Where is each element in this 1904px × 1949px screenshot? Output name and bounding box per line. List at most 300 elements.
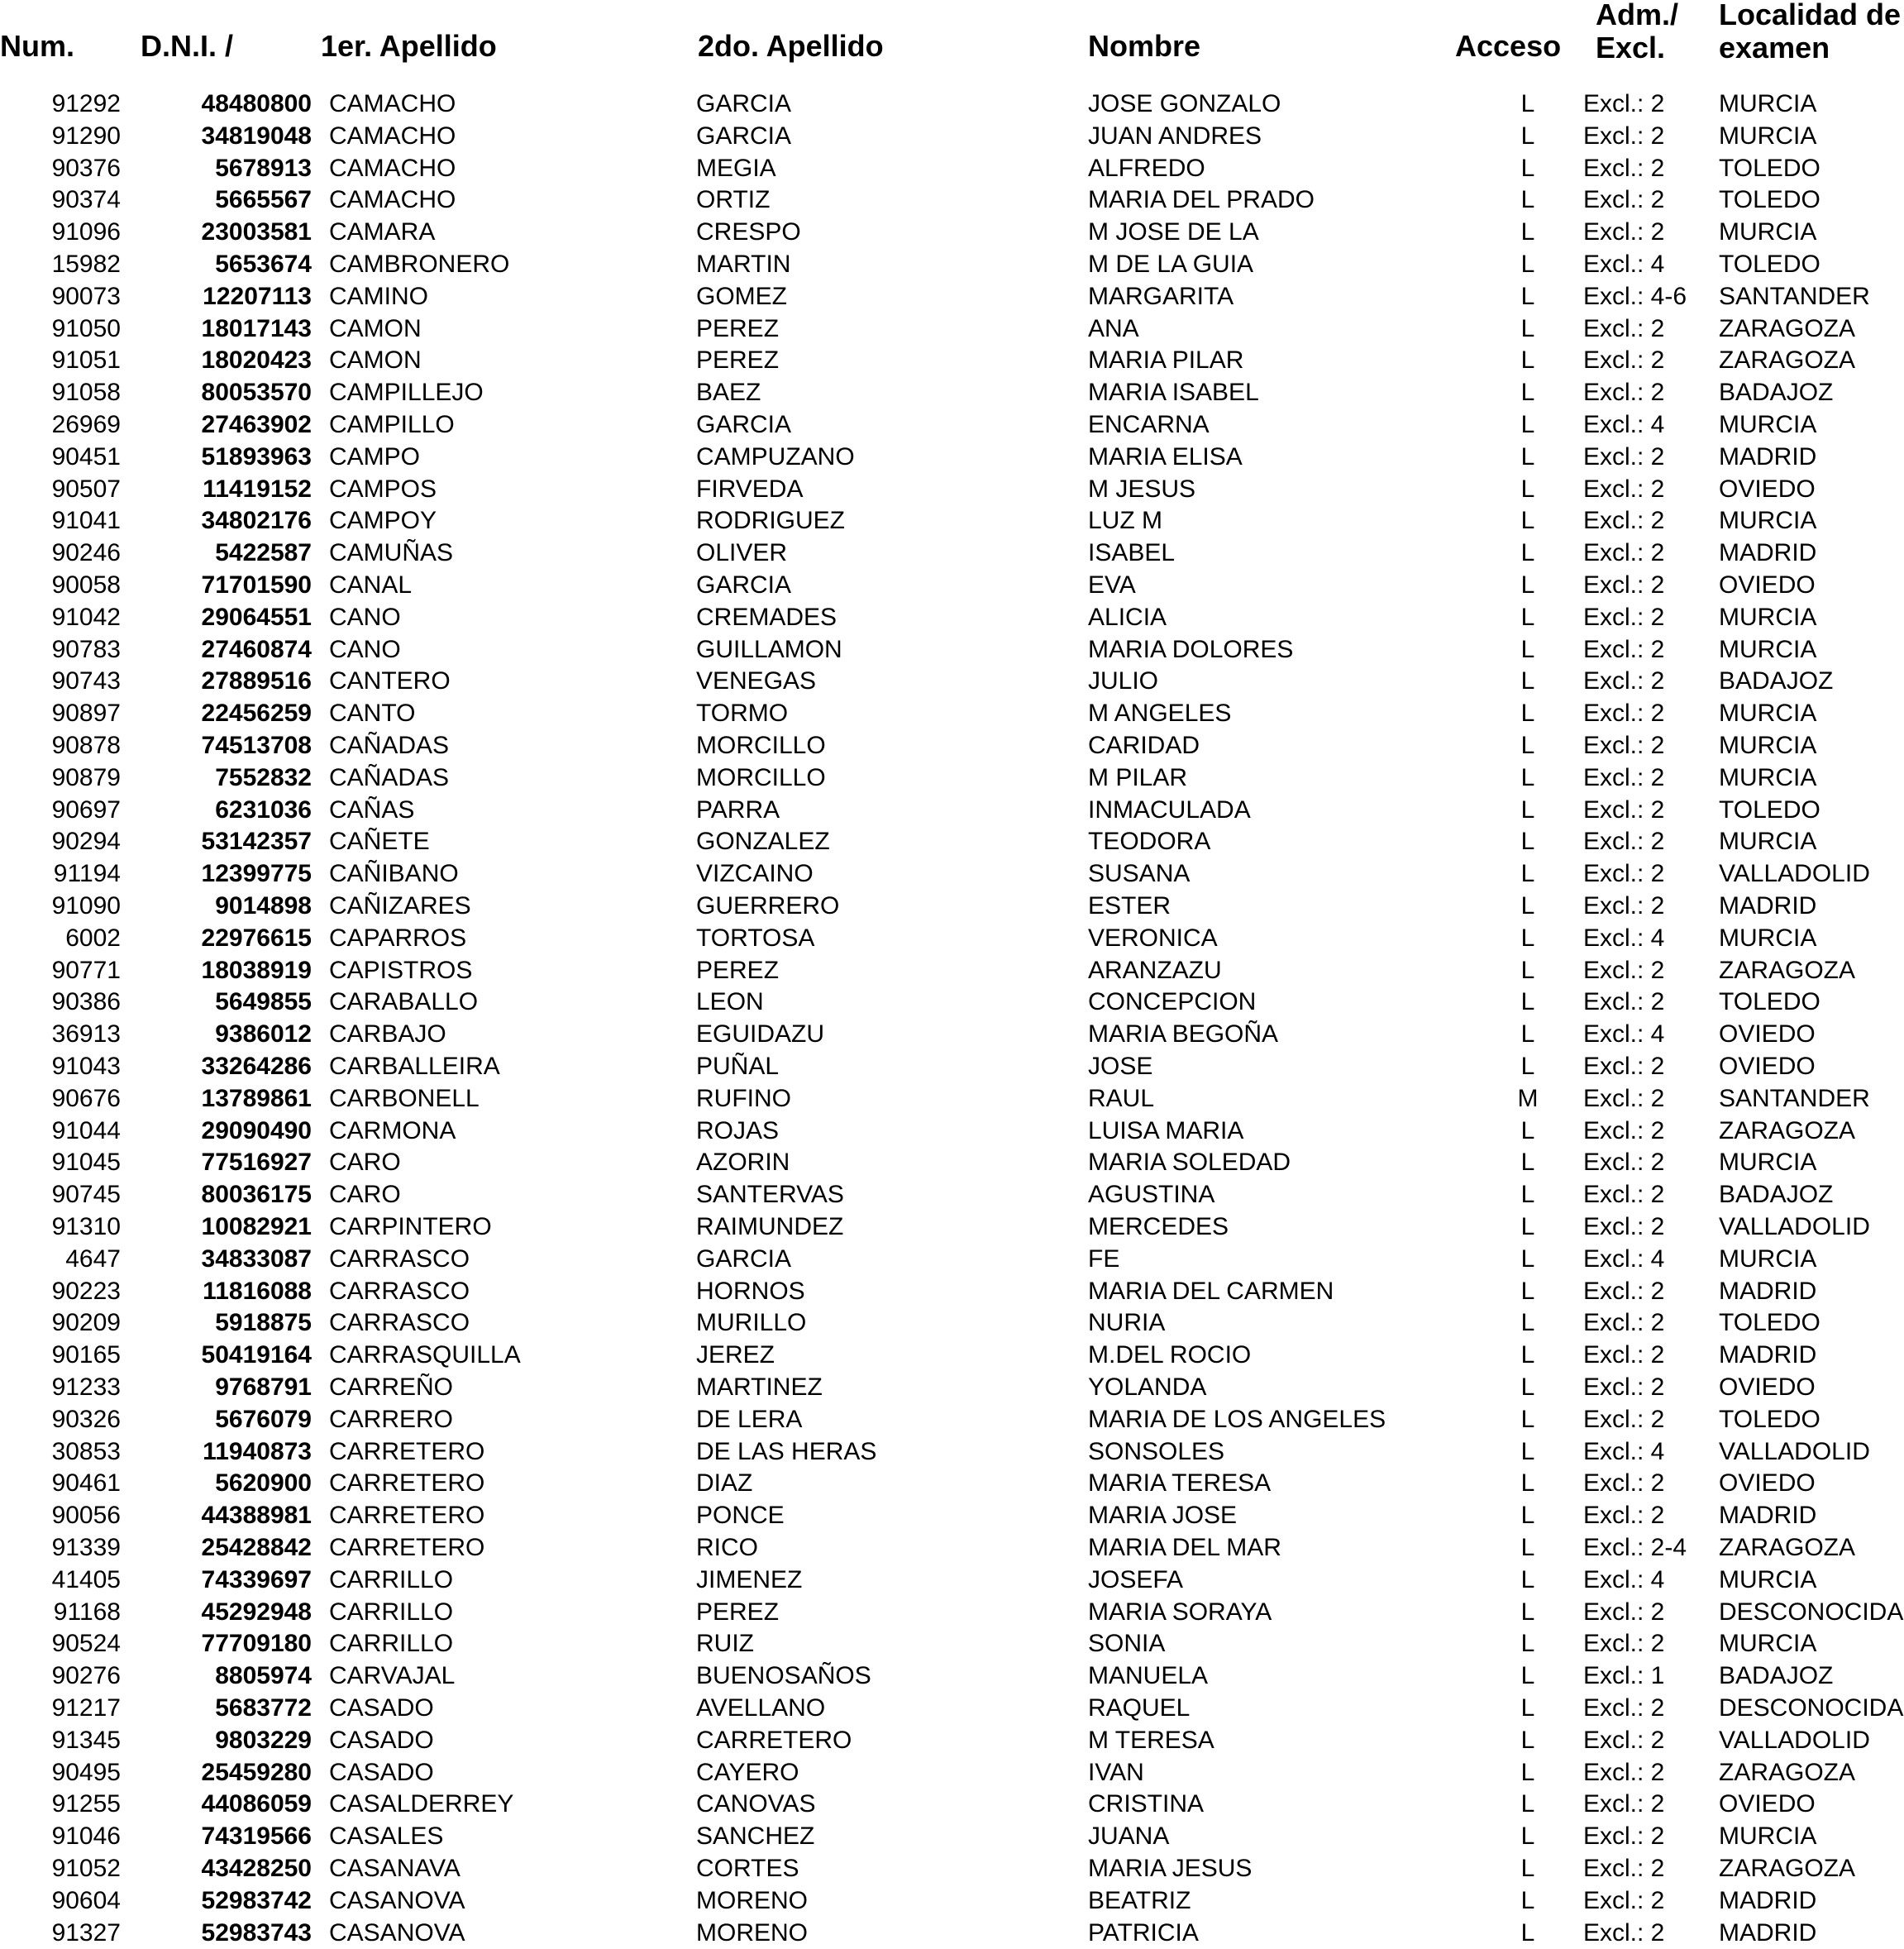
- cell-apellido1: CANTERO: [329, 667, 451, 695]
- table-row: [0, 730, 1904, 762]
- cell-num: 90743: [51, 667, 121, 695]
- cell-apellido2: CANOVAS: [696, 1790, 816, 1818]
- cell-acceso: L: [1520, 924, 1535, 952]
- cell-dni: 12399775: [201, 860, 312, 888]
- cell-localidad: ZARAGOZA: [1719, 1758, 1856, 1786]
- cell-apellido2: GOMEZ: [696, 282, 787, 310]
- cell-nombre: M TERESA: [1088, 1726, 1214, 1754]
- cell-acceso: L: [1520, 282, 1535, 310]
- cell-adm-excl: Excl.: 2: [1583, 1309, 1665, 1337]
- cell-dni: 48480800: [201, 90, 312, 117]
- cell-apellido2: AVELLANO: [696, 1694, 826, 1722]
- cell-apellido2: VIZCAINO: [696, 860, 814, 888]
- cell-apellido2: RAIMUNDEZ: [696, 1213, 844, 1240]
- cell-apellido1: CARBONELL: [329, 1084, 480, 1112]
- cell-apellido2: JIMENEZ: [696, 1565, 803, 1593]
- cell-adm-excl: Excl.: 4-6: [1583, 282, 1687, 310]
- cell-adm-excl: Excl.: 2: [1583, 1341, 1665, 1369]
- cell-acceso: L: [1520, 442, 1535, 471]
- cell-apellido1: CARREÑO: [329, 1373, 454, 1401]
- cell-apellido1: CAMUÑAS: [329, 539, 454, 567]
- table-row: [0, 891, 1904, 923]
- cell-apellido1: CARRILLO: [329, 1598, 454, 1626]
- cell-num: 90056: [51, 1502, 121, 1530]
- cell-localidad: MURCIA: [1719, 828, 1817, 856]
- cell-num: 90058: [51, 571, 121, 599]
- cell-dni: 18017143: [201, 314, 312, 342]
- cell-nombre: JUAN ANDRES: [1088, 122, 1262, 150]
- cell-adm-excl: Excl.: 2: [1583, 763, 1665, 791]
- cell-apellido1: CARRETERO: [329, 1469, 485, 1498]
- cell-dni: 50419164: [201, 1341, 312, 1369]
- cell-localidad: BADAJOZ: [1719, 1181, 1834, 1209]
- table-row: [0, 698, 1904, 730]
- cell-adm-excl: Excl.: 2: [1583, 988, 1665, 1016]
- cell-num: 90165: [51, 1341, 121, 1369]
- cell-num: 90878: [51, 732, 121, 759]
- cell-num: 90294: [51, 828, 121, 856]
- cell-acceso: L: [1520, 539, 1535, 567]
- cell-adm-excl: Excl.: 2: [1583, 218, 1665, 246]
- cell-localidad: OVIEDO: [1719, 1373, 1816, 1401]
- cell-num: 91042: [51, 603, 121, 631]
- cell-localidad: MURCIA: [1719, 603, 1817, 631]
- cell-nombre: AGUSTINA: [1088, 1181, 1215, 1209]
- cell-apellido1: CANAL: [329, 571, 413, 599]
- cell-num: 91096: [51, 218, 121, 246]
- cell-localidad: MADRID: [1719, 1277, 1817, 1305]
- cell-apellido2: GARCIA: [696, 411, 792, 438]
- cell-dni: 18020423: [201, 346, 312, 375]
- cell-apellido1: CAMON: [329, 314, 422, 342]
- cell-nombre: LUZ M: [1088, 507, 1162, 535]
- cell-dni: 80053570: [201, 379, 312, 407]
- cell-nombre: MARIA BEGOÑA: [1088, 1020, 1279, 1049]
- cell-localidad: MURCIA: [1719, 1149, 1817, 1177]
- cell-apellido1: CASANOVA: [329, 1886, 465, 1914]
- cell-adm-excl: Excl.: 2: [1583, 603, 1665, 631]
- cell-adm-excl: Excl.: 2: [1583, 571, 1665, 599]
- cell-dni: 11940873: [203, 1437, 312, 1465]
- cell-apellido2: MORENO: [696, 1886, 808, 1914]
- cell-apellido1: CAMACHO: [329, 122, 456, 150]
- cell-apellido2: CAYERO: [696, 1758, 799, 1786]
- cell-localidad: OVIEDO: [1719, 571, 1816, 599]
- cell-apellido1: CARRILLO: [329, 1630, 454, 1658]
- cell-num: 91058: [51, 379, 121, 407]
- cell-apellido1: CARBAJO: [329, 1020, 446, 1049]
- table-row: [0, 955, 1904, 987]
- table-row: [0, 1532, 1904, 1564]
- table-row: [0, 1500, 1904, 1532]
- cell-localidad: VALLADOLID: [1719, 1213, 1870, 1240]
- cell-dni: 7552832: [215, 763, 312, 791]
- cell-localidad: MADRID: [1719, 1886, 1817, 1914]
- cell-nombre: TEODORA: [1088, 828, 1211, 856]
- table-row: [0, 345, 1904, 377]
- cell-localidad: ZARAGOZA: [1719, 314, 1856, 342]
- cell-dni: 11816088: [203, 1277, 312, 1305]
- table-row: [0, 121, 1904, 153]
- cell-adm-excl: Excl.: 2: [1583, 507, 1665, 535]
- table-row: [0, 1885, 1904, 1918]
- cell-acceso: L: [1520, 1244, 1535, 1273]
- cell-nombre: ANA: [1088, 314, 1139, 342]
- cell-num: 91041: [51, 507, 121, 535]
- cell-nombre: JOSEFA: [1088, 1565, 1184, 1593]
- cell-apellido1: CASALES: [329, 1822, 444, 1851]
- cell-adm-excl: Excl.: 2: [1583, 1116, 1665, 1144]
- cell-num: 15982: [51, 251, 121, 278]
- cell-acceso: L: [1520, 860, 1535, 888]
- table-row: [0, 1660, 1904, 1693]
- cell-acceso: L: [1520, 571, 1535, 599]
- cell-nombre: MARIA DEL PRADO: [1088, 186, 1315, 214]
- cell-adm-excl: Excl.: 4: [1583, 251, 1665, 278]
- cell-apellido2: PEREZ: [696, 1598, 780, 1626]
- cell-adm-excl: Excl.: 2: [1583, 1598, 1665, 1626]
- cell-apellido1: CAÑIZARES: [329, 892, 471, 920]
- cell-localidad: MADRID: [1719, 1502, 1817, 1530]
- cell-dni: 5422587: [215, 539, 312, 567]
- cell-apellido1: CASALDERREY: [329, 1790, 514, 1818]
- cell-apellido2: MORCILLO: [696, 763, 826, 791]
- header-acceso: Acceso: [1455, 29, 1562, 63]
- header-localidad-line2: examen: [1719, 31, 1830, 64]
- cell-num: 90879: [51, 763, 121, 791]
- cell-apellido2: MURILLO: [696, 1309, 807, 1337]
- cell-dni: 23003581: [201, 218, 312, 246]
- cell-localidad: OVIEDO: [1719, 475, 1816, 503]
- cell-apellido1: CAMPOS: [329, 475, 437, 503]
- cell-nombre: MARIA ELISA: [1088, 442, 1243, 471]
- cell-apellido1: CARRETERO: [329, 1502, 485, 1530]
- cell-acceso: L: [1520, 1630, 1535, 1658]
- cell-nombre: MARIA DOLORES: [1088, 635, 1294, 663]
- cell-dni: 5620900: [215, 1469, 312, 1498]
- cell-apellido1: CARO: [329, 1181, 401, 1209]
- cell-apellido2: JEREZ: [696, 1341, 775, 1369]
- table-row: [0, 474, 1904, 506]
- cell-nombre: MERCEDES: [1088, 1213, 1229, 1240]
- cell-apellido2: CAMPUZANO: [696, 442, 855, 471]
- cell-localidad: MURCIA: [1719, 1630, 1817, 1658]
- cell-adm-excl: Excl.: 2: [1583, 475, 1665, 503]
- cell-num: 90676: [51, 1084, 121, 1112]
- cell-dni: 25459280: [201, 1758, 312, 1786]
- table-row: [0, 602, 1904, 634]
- cell-adm-excl: Excl.: 2: [1583, 442, 1665, 471]
- table-row: [0, 1083, 1904, 1115]
- cell-dni: 34802176: [201, 507, 312, 535]
- cell-localidad: MADRID: [1719, 539, 1817, 567]
- cell-nombre: RAUL: [1088, 1084, 1155, 1112]
- cell-apellido2: CRESPO: [696, 218, 801, 246]
- cell-num: 90223: [51, 1277, 121, 1305]
- table-row: [0, 1276, 1904, 1308]
- cell-apellido2: ROJAS: [696, 1116, 780, 1144]
- cell-apellido2: PUÑAL: [696, 1053, 780, 1080]
- table-row: [0, 858, 1904, 891]
- cell-apellido1: CAMPILLEJO: [329, 379, 484, 407]
- table-row: [0, 1564, 1904, 1597]
- cell-adm-excl: Excl.: 4: [1583, 1020, 1665, 1049]
- table-row: [0, 281, 1904, 313]
- cell-nombre: YOLANDA: [1088, 1373, 1207, 1401]
- cell-apellido2: GARCIA: [696, 122, 792, 150]
- cell-acceso: L: [1520, 956, 1535, 984]
- cell-adm-excl: Excl.: 2: [1583, 860, 1665, 888]
- cell-localidad: TOLEDO: [1719, 988, 1820, 1016]
- cell-apellido1: CAMBRONERO: [329, 251, 510, 278]
- cell-num: 91327: [51, 1918, 121, 1947]
- header-num: Num.: [0, 29, 74, 63]
- cell-apellido1: CASANOVA: [329, 1918, 465, 1947]
- cell-num: 90524: [51, 1630, 121, 1658]
- cell-acceso: L: [1520, 346, 1535, 375]
- table-row: [0, 1628, 1904, 1660]
- cell-num: 91090: [51, 892, 121, 920]
- cell-apellido2: CORTES: [696, 1855, 799, 1882]
- cell-apellido1: CASANAVA: [329, 1855, 460, 1882]
- cell-apellido2: GARCIA: [696, 571, 792, 599]
- cell-apellido2: EGUIDAZU: [696, 1020, 825, 1049]
- cell-acceso: L: [1520, 411, 1535, 438]
- table-row: [0, 505, 1904, 537]
- cell-apellido2: FIRVEDA: [696, 475, 804, 503]
- cell-localidad: BADAJOZ: [1719, 1662, 1834, 1690]
- cell-acceso: L: [1520, 1181, 1535, 1209]
- cell-localidad: ZARAGOZA: [1719, 1855, 1856, 1882]
- cell-dni: 5649855: [215, 988, 312, 1016]
- table-row: [0, 1115, 1904, 1148]
- cell-adm-excl: Excl.: 2: [1583, 1886, 1665, 1914]
- cell-adm-excl: Excl.: 2: [1583, 1213, 1665, 1240]
- cell-adm-excl: Excl.: 2: [1583, 732, 1665, 759]
- cell-acceso: L: [1520, 1886, 1535, 1914]
- cell-nombre: MARIA JOSE: [1088, 1502, 1238, 1530]
- table-row: [0, 1821, 1904, 1853]
- cell-acceso: L: [1520, 1309, 1535, 1337]
- cell-dni: 27889516: [201, 667, 312, 695]
- cell-acceso: L: [1520, 122, 1535, 150]
- cell-adm-excl: Excl.: 2: [1583, 667, 1665, 695]
- cell-nombre: VERONICA: [1088, 924, 1218, 952]
- cell-dni: 44086059: [201, 1790, 312, 1818]
- cell-apellido2: CREMADES: [696, 603, 837, 631]
- cell-localidad: MADRID: [1719, 1918, 1817, 1947]
- cell-dni: 44388981: [201, 1502, 312, 1530]
- cell-adm-excl: Excl.: 2: [1583, 1790, 1665, 1818]
- cell-adm-excl: Excl.: 1: [1583, 1662, 1665, 1690]
- cell-adm-excl: Excl.: 4: [1583, 1244, 1665, 1273]
- cell-nombre: ENCARNA: [1088, 411, 1210, 438]
- cell-apellido2: AZORIN: [696, 1149, 790, 1177]
- cell-localidad: MADRID: [1719, 442, 1817, 471]
- cell-apellido2: GUERRERO: [696, 892, 840, 920]
- cell-apellido1: CAMARA: [329, 218, 436, 246]
- cell-adm-excl: Excl.: 2: [1583, 90, 1665, 117]
- cell-adm-excl: Excl.: 2: [1583, 122, 1665, 150]
- cell-apellido1: CAÑADAS: [329, 732, 450, 759]
- cell-nombre: MARIA SORAYA: [1088, 1598, 1272, 1626]
- cell-dni: 27460874: [201, 635, 312, 663]
- cell-acceso: L: [1520, 795, 1535, 824]
- cell-apellido1: CANTO: [329, 700, 416, 728]
- cell-dni: 27463902: [201, 411, 312, 438]
- cell-nombre: LUISA MARIA: [1088, 1116, 1244, 1144]
- cell-nombre: RAQUEL: [1088, 1694, 1191, 1722]
- cell-apellido1: CARRASCO: [329, 1244, 470, 1273]
- cell-num: 91290: [51, 122, 121, 150]
- cell-num: 91050: [51, 314, 121, 342]
- table-row: [0, 1436, 1904, 1469]
- cell-localidad: MURCIA: [1719, 924, 1817, 952]
- cell-num: 91046: [51, 1822, 121, 1851]
- cell-dni: 74513708: [201, 732, 312, 759]
- table-row: [0, 795, 1904, 827]
- cell-adm-excl: Excl.: 2: [1583, 1502, 1665, 1530]
- cell-apellido1: CAMPO: [329, 442, 421, 471]
- cell-apellido2: OLIVER: [696, 539, 788, 567]
- table-row: [0, 1147, 1904, 1179]
- cell-apellido2: PEREZ: [696, 314, 780, 342]
- cell-num: 90209: [51, 1309, 121, 1337]
- table-row: [0, 1693, 1904, 1725]
- cell-num: 90451: [51, 442, 121, 471]
- cell-apellido2: SANTERVAS: [696, 1181, 844, 1209]
- cell-adm-excl: Excl.: 2: [1583, 1053, 1665, 1080]
- cell-acceso: L: [1520, 828, 1535, 856]
- cell-acceso: L: [1520, 90, 1535, 117]
- table-row: [0, 1019, 1904, 1051]
- cell-acceso: L: [1520, 1116, 1535, 1144]
- cell-num: 90326: [51, 1405, 121, 1433]
- table-row: [0, 1597, 1904, 1629]
- cell-localidad: OVIEDO: [1719, 1790, 1816, 1818]
- cell-nombre: INMACULADA: [1088, 795, 1251, 824]
- cell-acceso: L: [1520, 379, 1535, 407]
- header-nombre: Nombre: [1088, 29, 1201, 63]
- cell-localidad: SANTANDER: [1719, 282, 1870, 310]
- cell-dni: 25428842: [201, 1534, 312, 1561]
- table-row: [0, 826, 1904, 858]
- cell-dni: 6231036: [215, 795, 312, 824]
- cell-apellido1: CAMINO: [329, 282, 428, 310]
- cell-nombre: ISABEL: [1088, 539, 1176, 567]
- cell-apellido2: MARTINEZ: [696, 1373, 823, 1401]
- cell-acceso: L: [1520, 1437, 1535, 1465]
- cell-localidad: BADAJOZ: [1719, 667, 1834, 695]
- table-row: [0, 1853, 1904, 1885]
- cell-dni: 9803229: [215, 1726, 312, 1754]
- cell-nombre: MARIA PILAR: [1088, 346, 1244, 375]
- cell-apellido2: CARRETERO: [696, 1726, 852, 1754]
- cell-apellido2: DIAZ: [696, 1469, 753, 1498]
- header-adm-line2: Excl.: [1596, 31, 1666, 64]
- table-row: [0, 1468, 1904, 1500]
- cell-acceso: M: [1517, 1084, 1539, 1112]
- cell-nombre: MARIA TERESA: [1088, 1469, 1272, 1498]
- cell-dni: 33264286: [201, 1053, 312, 1080]
- cell-dni: 74319566: [201, 1822, 312, 1851]
- cell-localidad: MURCIA: [1719, 411, 1817, 438]
- table-row: [0, 762, 1904, 795]
- cell-localidad: TOLEDO: [1719, 1405, 1820, 1433]
- cell-num: 91168: [53, 1598, 121, 1626]
- cell-nombre: CRISTINA: [1088, 1790, 1205, 1818]
- cell-acceso: L: [1520, 1277, 1535, 1305]
- cell-nombre: MARGARITA: [1088, 282, 1234, 310]
- cell-nombre: SONSOLES: [1088, 1437, 1225, 1465]
- cell-localidad: ZARAGOZA: [1719, 1116, 1856, 1144]
- cell-nombre: PATRICIA: [1088, 1918, 1199, 1947]
- table-row: [0, 570, 1904, 602]
- cell-apellido1: CARMONA: [329, 1116, 456, 1144]
- table-row: [0, 249, 1904, 281]
- cell-num: 90276: [51, 1662, 121, 1690]
- cell-acceso: L: [1520, 251, 1535, 278]
- cell-apellido2: VENEGAS: [696, 667, 817, 695]
- cell-apellido1: CAMACHO: [329, 154, 456, 182]
- table-row: [0, 313, 1904, 346]
- cell-apellido1: CAMPOY: [329, 507, 437, 535]
- cell-apellido2: BUENOSAÑOS: [696, 1662, 871, 1690]
- cell-adm-excl: Excl.: 2: [1583, 1405, 1665, 1433]
- cell-dni: 34833087: [201, 1244, 312, 1273]
- cell-apellido2: DE LERA: [696, 1405, 803, 1433]
- header-apellido2: 2do. Apellido: [698, 29, 884, 63]
- cell-localidad: MURCIA: [1719, 218, 1817, 246]
- cell-nombre: MARIA SOLEDAD: [1088, 1149, 1291, 1177]
- cell-dni: 5653674: [215, 251, 312, 278]
- cell-acceso: L: [1520, 1565, 1535, 1593]
- cell-adm-excl: Excl.: 4: [1583, 924, 1665, 952]
- cell-localidad: OVIEDO: [1719, 1020, 1816, 1049]
- cell-nombre: MANUELA: [1088, 1662, 1209, 1690]
- cell-dni: 77709180: [201, 1630, 312, 1658]
- cell-nombre: MARIA DEL MAR: [1088, 1534, 1281, 1561]
- cell-apellido2: SANCHEZ: [696, 1822, 815, 1851]
- cell-localidad: MADRID: [1719, 892, 1817, 920]
- cell-apellido1: CARABALLO: [329, 988, 479, 1016]
- cell-apellido2: GARCIA: [696, 90, 792, 117]
- cell-nombre: ARANZAZU: [1088, 956, 1222, 984]
- cell-dni: 8805974: [215, 1662, 312, 1690]
- cell-localidad: MURCIA: [1719, 507, 1817, 535]
- cell-adm-excl: Excl.: 2: [1583, 892, 1665, 920]
- cell-localidad: TOLEDO: [1719, 1309, 1820, 1337]
- cell-dni: 77516927: [201, 1149, 312, 1177]
- cell-apellido1: CAÑAS: [329, 795, 415, 824]
- cell-apellido1: CAMPILLO: [329, 411, 455, 438]
- cell-nombre: FE: [1088, 1244, 1120, 1273]
- cell-apellido2: GUILLAMON: [696, 635, 842, 663]
- header-dni: D.N.I. /: [141, 29, 234, 63]
- cell-acceso: L: [1520, 1758, 1535, 1786]
- cell-nombre: MARIA DEL CARMEN: [1088, 1277, 1334, 1305]
- cell-adm-excl: Excl.: 2: [1583, 379, 1665, 407]
- cell-acceso: L: [1520, 1213, 1535, 1240]
- cell-localidad: SANTANDER: [1719, 1084, 1870, 1112]
- cell-localidad: MURCIA: [1719, 1244, 1817, 1273]
- cell-apellido1: CARO: [329, 1149, 401, 1177]
- cell-localidad: MURCIA: [1719, 700, 1817, 728]
- table-row: [0, 409, 1904, 442]
- cell-localidad: VALLADOLID: [1719, 1437, 1870, 1465]
- cell-nombre: MARIA ISABEL: [1088, 379, 1259, 407]
- cell-apellido2: DE LAS HERAS: [696, 1437, 877, 1465]
